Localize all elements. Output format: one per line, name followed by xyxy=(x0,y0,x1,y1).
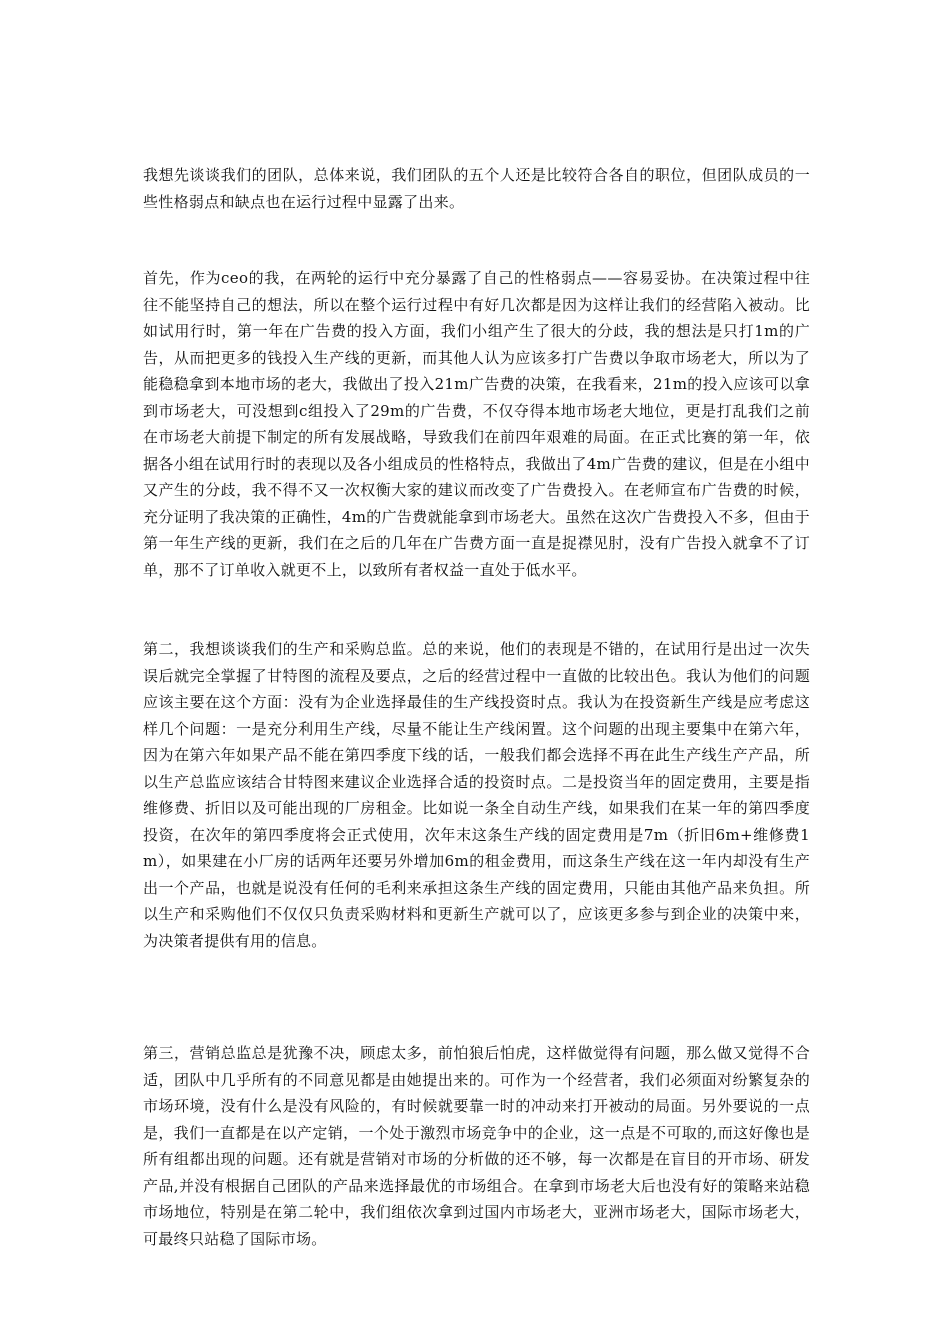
paragraph-ceo: 首先，作为ceo的我，在两轮的运行中充分暴露了自己的性格弱点——容易妥协。在决策过程中往往不能坚持自己的想法，所以在整个运行过程中有好几次都是因为这样让我们的经营陷入被动。比如试用行时，第一年在广告费的投入方面，我们小组产生了很大的分歧，我的想法是只打1m的广告，从而把更多的钱投入生产线的更新，而其他人认为应该多打广告费以争取市场老大，所以为了能稳稳拿到本地市场的老大，我做出了投入21m广告费的决策，在我看来，21m的投入应该可以拿到市场老大，可没想到c组投入了29m的广告费，不仅夺得本地市场老大地位，更是打乱我们之前在市场老大前提下制定的所有发展战略，导致我们在前四年艰难的局面。在正式比赛的第一年，依据各小组在试用行时的表现以及各小组成员的性格特点，我做出了4m广告费的建议，但是在小组中又产生的分歧，我不得不又一次权衡大家的建议而改变了广告费投入。在老师宣布广告费的时候，充分证明了我决策的正确性，4m的广告费就能拿到市场老大。虽然在这次广告费投入不多，但由于第一年生产线的更新，我们在之后的几年在广告费方面一直是捉襟见肘，没有广告投入就拿不了订单，那不了订单收入就更不上，以致所有者权益一直处于低水平。 xyxy=(143,269,810,579)
paragraph-marketing: 第三，营销总监总是犹豫不决，顾虑太多，前怕狼后怕虎，这样做觉得有问题，那么做又觉得不合适，团队中几乎所有的不同意见都是由她提出来的。可作为一个经营者，我们必须面对纷繁复杂的市场环境，没有什么是没有风险的，有时候就要靠一时的冲动来打开被动的局面。另外要说的一点是，我们一直都是在以产定销，一个处于激烈市场竞争中的企业，这一点是不可取的,而这好像也是所有组都出现的问题。还有就是营销对市场的分析做的还不够，每一次都是在盲目的开市场、研发产品,并没有根据自己团队的产品来选择最优的市场组合。在拿到市场老大后也没有好的策略来站稳市场地位，特别是在第二轮中，我们组依次拿到过国内市场老大，亚洲市场老大，国际市场老大，可最终只站稳了国际市场。 xyxy=(143,1044,810,1248)
paragraph-production-purchasing: 第二，我想谈谈我们的生产和采购总监。总的来说，他们的表现是不错的，在试用行是出过一次失误后就完全掌握了甘特图的流程及要点，之后的经营过程中一直做的比较出色。我认为他们的问题应该主要在这个方面：没有为企业选择最佳的生产线投资时点。我认为在投资新生产线是应考虑这样几个问题：一是充分利用生产线，尽量不能让生产线闲置。这个问题的出现主要集中在第六年，因为在第六年如果产品不能在第四季度下线的话，一般我们都会选择不再在此生产线生产产品，所以生产总监应该结合甘特图来建议企业选择合适的投资时点。二是投资当年的固定费用，主要是指维修费、折旧以及可能出现的厂房租金。比如说一条全自动生产线，如果我们在某一年的第四季度投资，在次年的第四季度将会正式使用，次年末这条生产线的固定费用是7m（折旧6m+维修费1m），如果建在小厂房的话两年还要另外增加6m的租金费用，而这条生产线在这一年内却没有生产出一个产品，也就是说没有任何的毛利来承担这条生产线的固定费用，只能由其他产品来负担。所以生产和采购他们不仅仅只负责采购材料和更新生产就可以了，应该更多参与到企业的决策中来，为决策者提供有用的信息。 xyxy=(143,640,810,950)
paragraph-team-overview: 我想先谈谈我们的团队，总体来说，我们团队的五个人还是比较符合各自的职位，但团队成员的一些性格弱点和缺点也在运行过程中显露了出来。 xyxy=(143,166,810,211)
